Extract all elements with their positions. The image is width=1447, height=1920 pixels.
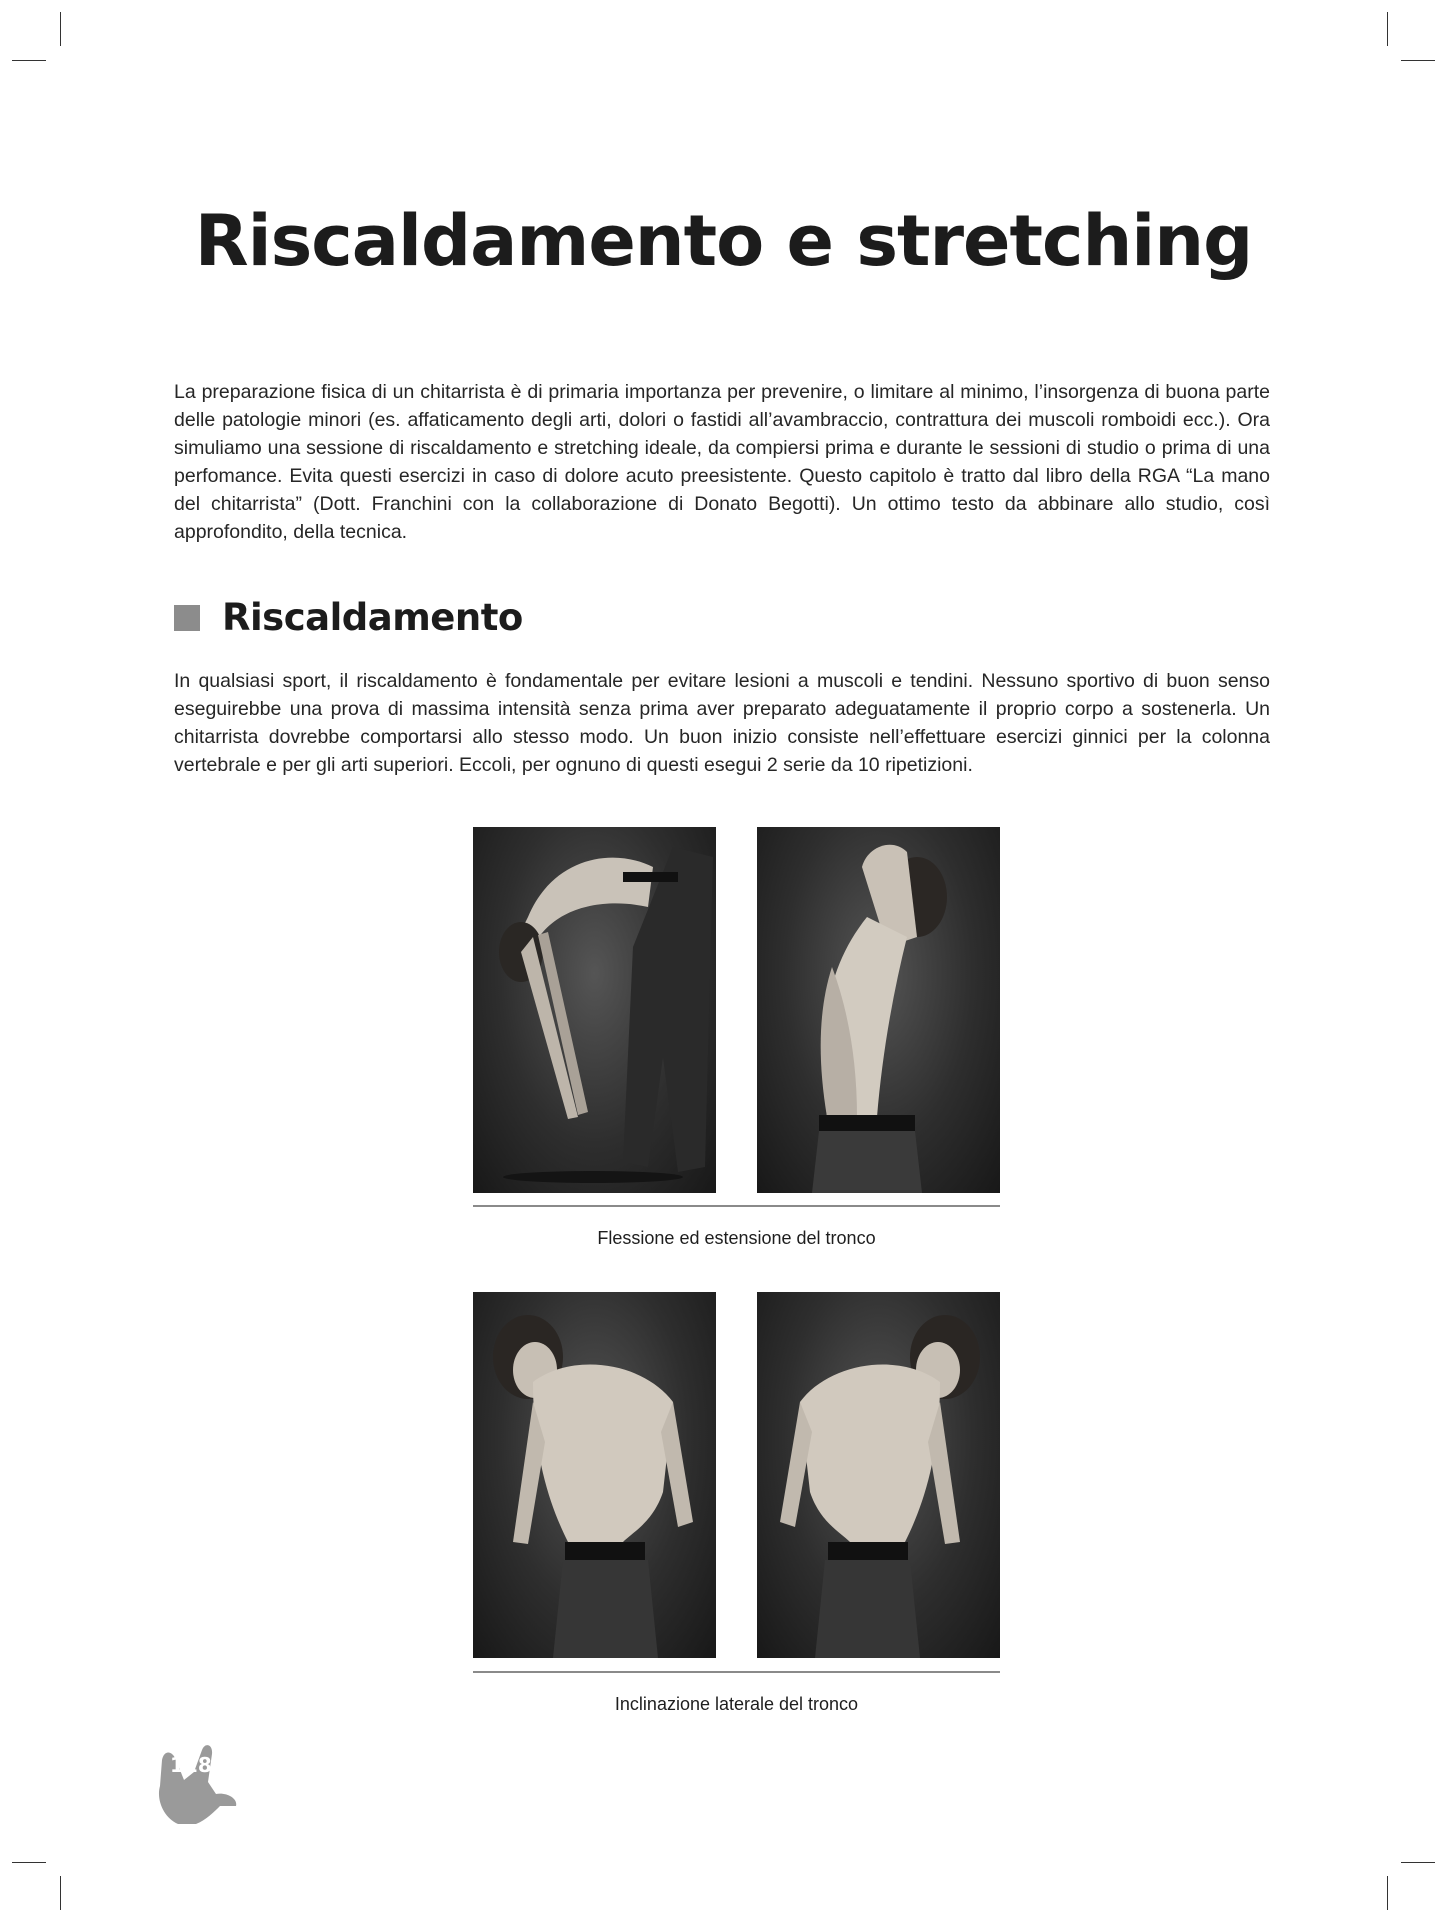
crop-mark-bottom-right-h (1401, 1862, 1435, 1863)
section-title: Riscaldamento (222, 596, 523, 639)
photo-trunk-flexion (473, 827, 716, 1193)
page-title: Riscaldamento e stretching (194, 200, 1253, 282)
figure-rule (473, 1205, 1000, 1207)
crop-mark-top-right-h (1401, 60, 1435, 61)
crop-mark-top-left-h (12, 60, 46, 61)
crop-mark-top-right-v (1387, 12, 1388, 46)
figure-caption: Flessione ed estensione del tronco (597, 1228, 876, 1248)
crop-mark-top-left-v (60, 12, 61, 46)
photo-lateral-inclination-right (757, 1292, 1000, 1658)
crop-mark-bottom-left-v (60, 1876, 61, 1910)
intro-paragraph: La preparazione fisica di un chitarrista è di primaria importanza per prevenire, o limitare al minimo, l’insorgenza di buona parte delle patologie minori (es. affaticamento degli arti, dolori o fastidi all’avambraccio, contrattura dei muscoli romboidi ecc.). Ora simuliamo una sessione di riscaldamento e stretching ideale, da compiersi prima e durante le sessioni di studio o prima di una perfomance. Evita questi esercizi in caso di dolore acuto preesistente. Questo capitolo è tratto dal libro della RGA “La mano del chitarrista” (Dott. Franchini con la collaborazione di Donato Begotti). Un ottimo testo da abbinare allo studio, così approfondito, della tecnica. (174, 381, 1270, 543)
photo-lateral-inclination-left (473, 1292, 716, 1658)
section-bullet-square (174, 605, 200, 631)
figure-caption: Inclinazione laterale del tronco (614, 1694, 859, 1714)
crop-mark-bottom-left-h (12, 1862, 46, 1863)
section-paragraph: In qualsiasi sport, il riscaldamento è fondamentale per evitare lesioni a muscoli e tendini. Nessuno sportivo di buon senso eseguirebbe una prova di massima intensità senza prima aver preparato adeguatamente il proprio corpo a sostenerla. Un chitarrista dovrebbe comportarsi allo stesso modo. Un buon inizio consiste nell’effettuare esercizi ginnici per la colonna vertebrale e per gli arti superiori. Eccoli, per ognuno di questi esegui 2 serie da 10 ripetizioni. (174, 670, 1270, 776)
page-number: 118 (170, 1753, 212, 1777)
photo-trunk-extension (757, 827, 1000, 1193)
crop-mark-bottom-right-v (1387, 1876, 1388, 1910)
figure-rule (473, 1671, 1000, 1673)
section-heading (174, 595, 523, 640)
